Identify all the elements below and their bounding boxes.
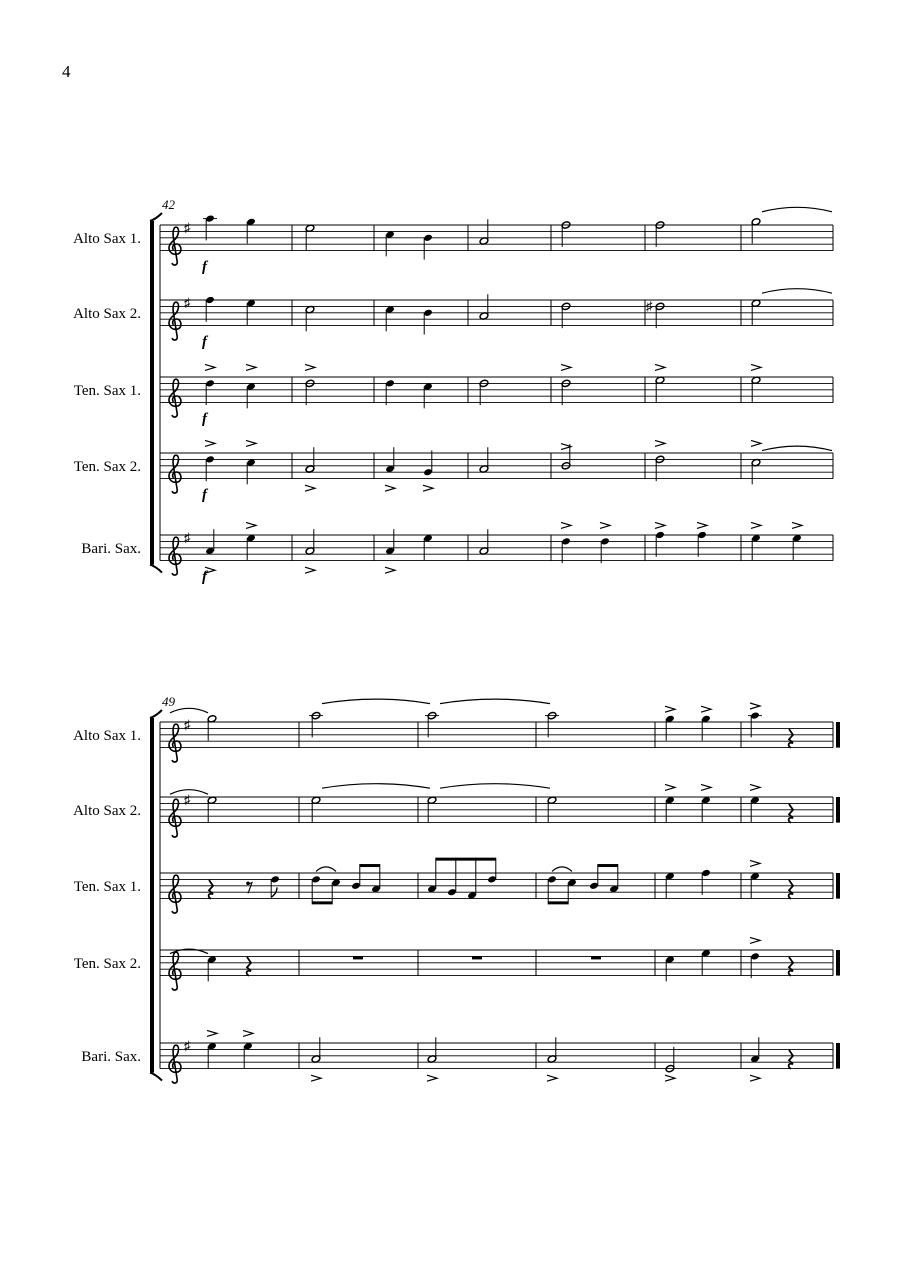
treble-clef-icon (169, 537, 181, 575)
dynamic-marking: f (202, 411, 207, 427)
accent-mark (750, 784, 760, 790)
accent-mark (385, 567, 395, 573)
beam (598, 864, 618, 867)
whole-rest (591, 956, 601, 959)
accent-mark (427, 1075, 437, 1081)
tie (170, 708, 208, 713)
treble-clef-icon (169, 379, 181, 417)
final-barline (836, 1043, 840, 1069)
instrument-label: Alto Sax 2. (73, 802, 141, 819)
key-signature-sharp: ♯ (184, 1038, 191, 1054)
quarter-rest (789, 1050, 793, 1069)
page-number: 4 (62, 62, 71, 81)
accent-mark (561, 522, 571, 528)
instrument-label: Ten. Sax 2. (73, 458, 141, 475)
accent-mark (665, 706, 675, 712)
accent-mark (600, 522, 610, 528)
accent-mark (423, 485, 433, 491)
system-bracket (150, 221, 154, 565)
accent-mark (205, 440, 215, 446)
dynamic-marking: f (202, 259, 207, 275)
dynamic-marking: f (202, 487, 207, 503)
quarter-rest (789, 957, 793, 976)
tie (322, 784, 430, 789)
accent-mark (701, 784, 711, 790)
accent-mark (697, 522, 707, 528)
dynamic-marking: f (202, 569, 207, 585)
tie (322, 699, 430, 704)
instrument-label: Ten. Sax 1. (73, 382, 141, 399)
system-bracket (150, 565, 162, 573)
whole-rest (353, 956, 363, 959)
tie (762, 207, 832, 212)
key-signature-sharp: ♯ (184, 220, 191, 236)
accent-mark (246, 522, 256, 528)
accent-mark (750, 860, 760, 866)
beam (548, 901, 568, 904)
quarter-rest (789, 880, 793, 899)
accent-mark (207, 1030, 217, 1036)
accent-mark (547, 1075, 557, 1081)
treble-clef-icon (169, 799, 181, 837)
accent-mark (750, 703, 760, 709)
whole-rest (472, 956, 482, 959)
dynamic-marking: f (202, 334, 207, 350)
quarter-rest (247, 957, 251, 976)
accent-mark (655, 440, 665, 446)
tie (440, 699, 550, 704)
accent-mark (751, 522, 761, 528)
accent-mark (665, 1075, 675, 1081)
accent-mark (246, 364, 256, 370)
accent-mark (750, 1075, 760, 1081)
tie (316, 867, 336, 872)
tie (552, 867, 572, 872)
instrument-label: Ten. Sax 2. (73, 955, 141, 972)
treble-clef-icon (169, 227, 181, 265)
quarter-rest (209, 880, 213, 899)
treble-clef-icon (169, 455, 181, 493)
treble-clef-icon (169, 952, 181, 990)
accent-mark (205, 364, 215, 370)
beam (436, 858, 496, 861)
system-bracket (150, 213, 162, 221)
system-bracket (150, 718, 154, 1073)
accent-mark (701, 706, 711, 712)
treble-clef-icon (169, 302, 181, 340)
instrument-label: Alto Sax 1. (73, 230, 141, 247)
treble-clef-icon (169, 875, 181, 913)
final-barline (836, 722, 840, 748)
accent-mark (305, 567, 315, 573)
system-bracket (150, 710, 162, 718)
beam (312, 901, 332, 904)
quarter-rest (789, 804, 793, 823)
key-signature-sharp: ♯ (184, 792, 191, 808)
accidental-sharp: ♯ (646, 298, 653, 314)
final-barline (836, 873, 840, 899)
accent-mark (305, 364, 315, 370)
measure-number: 42 (162, 197, 175, 212)
instrument-label: Ten. Sax 1. (73, 878, 141, 895)
key-signature-sharp: ♯ (184, 717, 191, 733)
quarter-rest (789, 729, 793, 748)
treble-clef-icon (169, 1045, 181, 1083)
final-barline (836, 950, 840, 976)
instrument-label: Alto Sax 1. (73, 727, 141, 744)
accent-mark (243, 1030, 253, 1036)
final-barline (836, 797, 840, 823)
tie (762, 446, 832, 451)
accent-mark (311, 1075, 321, 1081)
accent-mark (751, 440, 761, 446)
accent-mark (305, 485, 315, 491)
accent-mark (385, 485, 395, 491)
instrument-label: Bari. Sax. (81, 1048, 141, 1065)
instrument-label: Bari. Sax. (81, 540, 141, 557)
beam (360, 864, 380, 867)
instrument-label: Alto Sax 2. (73, 305, 141, 322)
accent-mark (655, 522, 665, 528)
accent-mark (246, 440, 256, 446)
system-bracket (150, 1073, 162, 1081)
key-signature-sharp: ♯ (184, 530, 191, 546)
accent-mark (655, 364, 665, 370)
key-signature-sharp: ♯ (184, 295, 191, 311)
tie (440, 784, 550, 789)
accent-mark (751, 364, 761, 370)
treble-clef-icon (169, 724, 181, 762)
accent-mark (665, 784, 675, 790)
accent-mark (750, 937, 760, 943)
accent-mark (561, 364, 571, 370)
measure-number: 49 (162, 694, 175, 709)
tie (762, 289, 832, 294)
accent-mark (792, 522, 802, 528)
